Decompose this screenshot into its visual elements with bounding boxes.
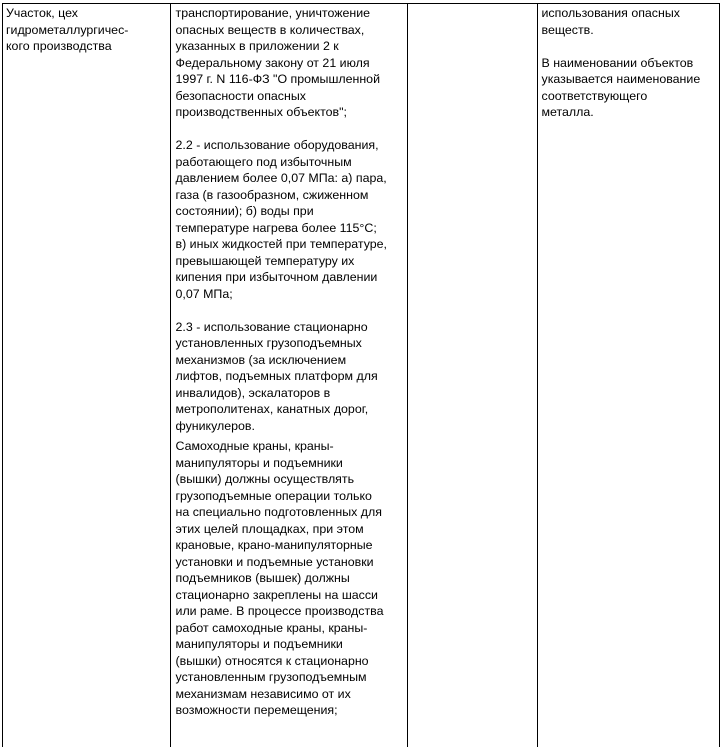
cell-paragraph-transport: транспортирование, уничтожение опасных веществ в количествах, указанных в приложении 2 к Федеральному закону от 21 июля 1997 г. N 116-ФЗ "О промышленной безопасности опасных производственных объектов"; (175, 6, 380, 119)
cell-note-hazardous-substances: использования опасных веществ. (541, 6, 680, 37)
document-table (2, 3, 720, 747)
table-cell-object-location (3, 4, 170, 747)
cell-text-location: Участок, цех гидрометаллургичес- кого производства (6, 6, 129, 53)
cell-paragraph-lifting-mechanisms: 2.3 - использование стационарно установленных грузоподъемных механизмов (за исключением лифтов, подъемных платформ для инвалидов), эскалаторов в метрополитенах, канатных дорог, фуникулеров. (175, 319, 378, 433)
cell-note-metal-name: В наименовании объектов указывается наименование соответствующего металла. (541, 55, 701, 119)
cell-paragraph-pressure-equipment: 2.2 - использование оборудования, работающего под избыточным давлением более 0,07 МПа: а) пара, газа (в газообразном, сжиженном состоянии); б) воды при температуре нагрева более 115°С; в) иных жидкостей при температуре, превышающей температуру их кипения при избыточном давлении 0,07 МПа; (175, 138, 387, 301)
table-cell-notes (537, 4, 720, 747)
table-cell-empty (407, 4, 537, 747)
cell-paragraph-mobile-cranes: Самоходные краны, краны- манипуляторы и подъемники (вышки) должны осуществлять грузоподъемные операции только на специально подготовленных для этих целей площадках, при этом крановые, крано-манипуляторные установки и подъемные установки подъемников (вышек) должны стационарно закреплены на шасси или раме. В процессе производства работ самоходные краны, краны- манипуляторы и подъемники (вышки) относятся к стационарно установленным грузоподъемным механизмам независимо от их возможности перемещения; (175, 439, 384, 717)
table-cell-hazard-criteria (170, 4, 407, 747)
